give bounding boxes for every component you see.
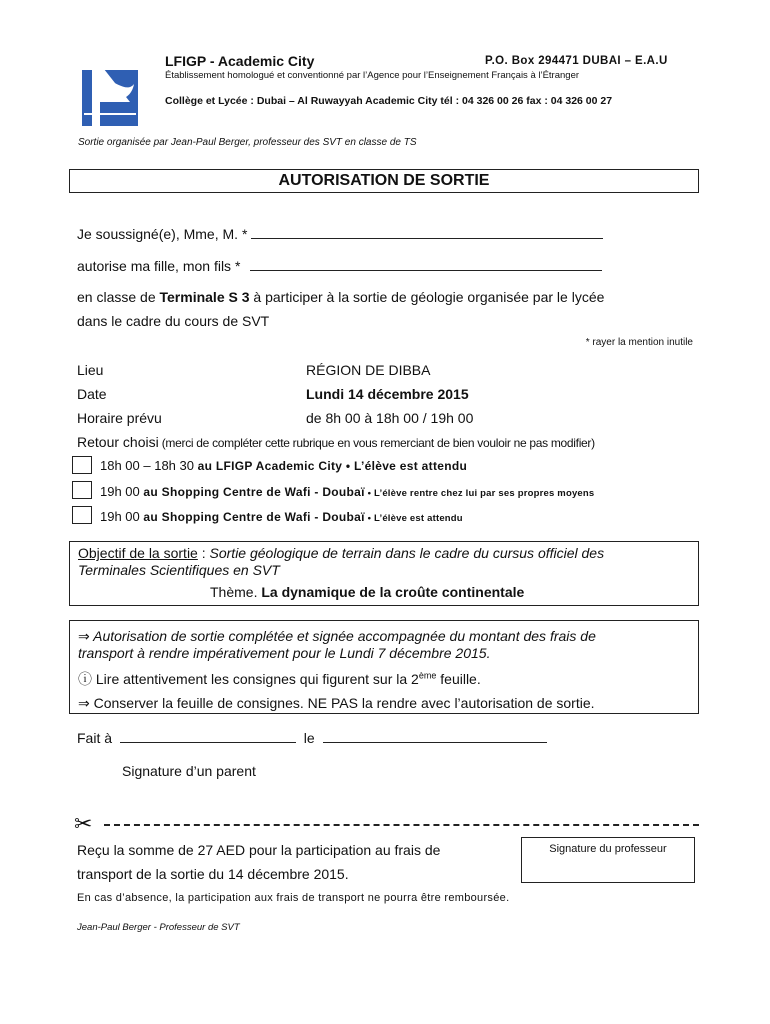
- college-details: Dubai – Al Ruwayyah Academic City tél : 04 326 00 26 fax : 04 326 00 27: [253, 95, 613, 107]
- fait-field[interactable]: [120, 730, 296, 743]
- lieu-label: Lieu: [77, 362, 104, 378]
- info-line-2: [78, 669, 481, 689]
- autorise-label: autorise ma fille, mon fils *: [77, 258, 241, 274]
- option-3-time: 19h 00: [100, 509, 140, 524]
- info-line-3: [78, 695, 595, 712]
- date-field[interactable]: [323, 730, 547, 743]
- school-pobox: P.O. Box 294471 DUBAI – E.A.U: [485, 55, 668, 67]
- info-box: [69, 620, 699, 714]
- professor-signature-box: Signature du professeur: [521, 837, 695, 883]
- option-checkbox-1[interactable]: [72, 456, 92, 474]
- objectif-line-1: [78, 545, 604, 561]
- classe-line: [77, 289, 604, 305]
- classe-value: Terminale S 3: [159, 289, 250, 305]
- info-line-1b: transport à rendre impérativement pour le Lundi 7 décembre 2015.: [78, 645, 491, 661]
- fait-line: [77, 730, 547, 746]
- school-logo: [78, 54, 140, 128]
- info-line-1a: Autorisation de sortie complétée et signée accompagnée du montant des frais de: [89, 628, 596, 644]
- option-checkbox-2[interactable]: [72, 481, 92, 499]
- classe-suffix: à participer à la sortie de géologie organisée par le lycée: [249, 289, 605, 305]
- info-line-2b: feuille.: [436, 671, 481, 687]
- soussigne-label: Je soussigné(e), Mme, M. *: [77, 226, 248, 242]
- retour-line: [77, 434, 595, 452]
- option-2-place: au Shopping Centre de Wafi - Doubaï: [139, 485, 365, 499]
- child-name-field[interactable]: [250, 258, 602, 271]
- option-3-note: • L’élève est attendu: [364, 513, 463, 524]
- option-1-place: au LFIGP Academic City • L’élève est attendu: [193, 459, 468, 473]
- mention-note: * rayer la mention inutile: [585, 337, 693, 348]
- page-title: AUTORISATION DE SORTIE: [69, 169, 699, 193]
- arrow-icon: ⇒: [78, 628, 90, 644]
- objectif-box: [69, 541, 699, 606]
- theme-label: Thème.: [210, 584, 262, 600]
- option-3-place: au Shopping Centre de Wafi - Doubaï: [139, 510, 365, 524]
- receipt-line-2: transport de la sortie du 14 décembre 2015.: [77, 866, 349, 882]
- objectif-text-2: Terminales Scientifiques en SVT: [78, 562, 280, 578]
- horaire-label: Horaire prévu: [77, 410, 162, 426]
- college-label: Collège et Lycée :: [165, 95, 254, 107]
- footer-author: Jean-Paul Berger - Professeur de SVT: [77, 922, 240, 933]
- theme-value: La dynamique de la croûte continentale: [261, 584, 525, 600]
- option-1: [100, 457, 467, 475]
- theme-line: [210, 584, 524, 600]
- retour-label: Retour choisi: [77, 434, 159, 450]
- receipt-line-1: Reçu la somme de 27 AED pour la participation au frais de: [77, 842, 441, 858]
- horaire-value: de 8h 00 à 18h 00 / 19h 00: [306, 410, 474, 426]
- objectif-sep: :: [197, 545, 210, 561]
- info-line-3-text: Conserver la feuille de consignes. NE PAS la rendre avec l’autorisation de sortie.: [89, 695, 595, 711]
- date-value: Lundi 14 décembre 2015: [306, 386, 469, 402]
- cut-line: [104, 824, 699, 826]
- option-2-time: 19h 00: [100, 484, 140, 499]
- soussigne-line: [77, 226, 603, 242]
- option-1-time: 18h 00 – 18h 30: [100, 458, 194, 473]
- option-2-note: • L’élève rentre chez lui par ses propres moyens: [364, 488, 595, 499]
- arrow-icon: ⇒: [78, 695, 90, 711]
- retour-note: (merci de compléter cette rubrique en vous remerciant de bien vouloir ne pas modifier): [158, 436, 595, 450]
- option-2: [100, 483, 594, 501]
- lieu-value: RÉGION DE DIBBA: [306, 362, 431, 378]
- classe-line-2: dans le cadre du cours de SVT: [77, 313, 270, 329]
- absence-note: En cas d’absence, la participation aux frais de transport ne pourra être remboursée.: [77, 892, 510, 904]
- option-3: [100, 508, 463, 526]
- scissors-icon: ✂: [74, 811, 93, 836]
- fait-label: Fait à: [77, 730, 113, 746]
- info-line-2a: Lire attentivement les consignes qui figurent sur la 2: [92, 671, 419, 687]
- info-line-2-sup: ème: [418, 670, 437, 681]
- option-checkbox-3[interactable]: [72, 506, 92, 524]
- school-name: LFIGP - Academic City: [165, 53, 315, 69]
- info-icon: ⓘ: [78, 671, 92, 687]
- objectif-label: Objectif de la sortie: [78, 545, 198, 561]
- le-label: le: [303, 730, 315, 746]
- establishment-note: Établissement homologué et conventionné par l’Agence pour l’Enseignement Français à l’Étranger: [165, 70, 580, 81]
- objectif-text-1: Sortie géologique de terrain dans le cadre du cursus officiel des: [209, 545, 605, 561]
- name-field[interactable]: [251, 226, 603, 239]
- parent-signature-label: Signature d’un parent: [122, 763, 256, 779]
- college-address: [165, 95, 612, 107]
- classe-prefix: en classe de: [77, 289, 160, 305]
- date-label: Date: [77, 386, 107, 402]
- autorise-line: [77, 258, 602, 274]
- organiser-note: Sortie organisée par Jean-Paul Berger, professeur des SVT en classe de TS: [78, 137, 417, 148]
- info-line-1: [78, 628, 596, 645]
